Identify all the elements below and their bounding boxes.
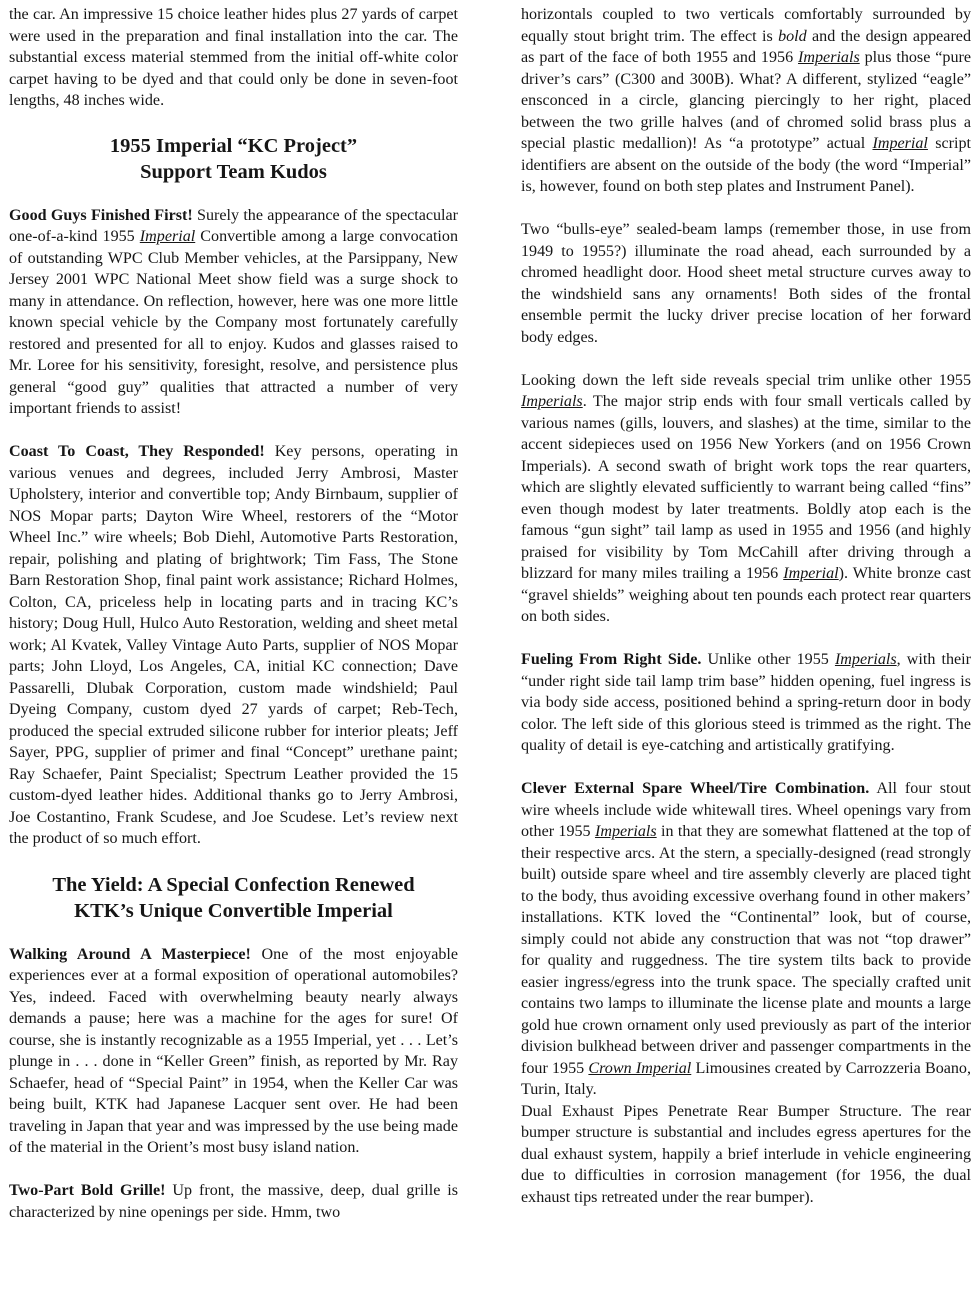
paragraph-lead: Two-Part Bold Grille! [9,1182,166,1199]
right-column [521,4,971,1208]
paragraph-lead: Clever External Spare Wheel/Tire Combination. [521,780,870,797]
imperial-term: Imperials [594,823,657,840]
paragraph-coast-to-coast [9,441,458,850]
paragraph-walking-around [9,944,458,1159]
paragraph-text: Looking down the left side reveals special trim unlike other 1955 [521,371,971,389]
paragraph-lead: Coast To Coast, They Responded! [9,443,265,460]
emphasis-text: bold [778,27,807,45]
paragraph-two-part-grille [9,1180,458,1223]
paragraph-text: . The major strip ends with four small verticals called by various names (gills, louvers, and slashes) at the time, similar to the accent sidepieces used on 1956 New Yorkers (and on 1956 Crown Imperials). A second swath of bright work tops the rear quarters, which are slightly elevated sufficiently to warrant being called “fins” even though modest by later treatments. Boldly atop each is the famous “gun sight” tail lamp as used in 1955 and 1956 (and highly praised for visibility by Tom McCahill after driving through a blizzard for many miles trailing a 1956 [521,393,971,582]
paragraph-text: plus those “pure driver’s cars” (C300 and 300B). What? A different, stylized “eagle” ensconced in a circle, glancing piercingly to her right, placed between the two grille halves (and of chromed solid brass plus a special plastic medallion)! As “a prototype” actual [521,49,971,152]
imperial-term: Imperials [521,393,583,410]
section-heading-the-yield [9,872,458,924]
imperial-term: Imperials [798,49,860,66]
paragraph-good-guys [9,205,458,420]
paragraph-text: Unlike other 1955 [701,651,835,668]
heading-line: The Yield: A Special Confection Renewed [52,873,415,896]
imperial-term: Imperial [139,228,196,245]
paragraph-dual-exhaust: Dual Exhaust Pipes Penetrate Rear Bumper Structure. The rear bumper structure is substantial and includes egress apertures for the dual exhaust system, happily a brief interlude in vehicle engineering due to difficulties in corrosion management (for 1956, the dual exhaust tips retreated under the rear bumper). [521,1102,971,1206]
heading-line: Support Team Kudos [140,160,327,183]
paragraph-fueling [521,649,971,757]
paragraph-text: Limousines created by Carrozzeria Boano, Turin, Italy. [521,1059,971,1098]
paragraph-spare-wheel [521,778,971,1101]
paragraph-left-side [521,370,971,628]
paragraph-text: Surely the appearance of the spectacular one-of-a-kind 1955 [9,206,459,245]
paragraph-text: All four stout wire wheels include wide whitewall tires. Wheel openings vary from other 1955 [521,780,972,840]
paragraph-text: One of the most enjoyable experiences ever at a formal exposition of operational automobiles? Yes, indeed. Faced with overwhelming beauty nearly always demands a pause; here was a machine for the ages for sure! Of course, she is instantly recognizable as a 1955 Imperial, yet . . . Let’s plunge in . . . done in “Keller Green” finish, as reported by Mr. Ray Schaefer, head of “Special Paint” in 1954, when the Keller Car was being built, KTK had Japanese Lacquer sent over. He had been traveling in Japan that year and was impressed by the use being made of the material in the Orient’s most busy island nation. [9,945,459,1156]
paragraph-lead: Fueling From Right Side. [521,651,702,668]
paragraph-text: in that they are somewhat flattened at the top of their respective arcs. At the stern, a specially-designed (read strongly built) outside spare wheel and tire assembly cleverly are placed tight to the body, thus avoiding excessive overhang found in other makers’ installations. KTK loved the “Continental” look, but of course, simply could not abide any construction that was not “top drawer” for quality and ruggedness. The tire system tilts back to provide easier ingress/egress into the trunk space. The specially crafted unit contains two lamps to illuminate the license plate and mounts a large gold hue crown ornament only used previously as part of the interior division bulkhead between driver and passenger compartments in the four 1955 [521,823,971,1077]
paragraph-text: ). White bronze cast “gravel shields” weighing about ten pounds each protect rear quarters on both sides. [521,565,971,625]
section-heading-support-team [9,133,458,185]
paragraph-headlamps: Two “bulls-eye” sealed-beam lamps (remember those, in use from 1949 to 1955?) illuminate the road ahead, each surrounded by a chromed headlight door. Hood sheet metal structure curves away to the windshield sans any ornaments! Both sides of the frontal ensemble permit the lucky driver precise location of her forward body edges. [521,221,971,346]
paragraph-text: script identifiers are absent on the outside of the body (the word “Imperial” is, however, found on both step plates and Instrument Panel). [521,135,971,195]
heading-line: 1955 Imperial “KC Project” [109,134,358,157]
paragraph-text: , with their “under right side tail lamp trim base” hidden opening, fuel ingress is via body side access, positioned behind a spring-return door in body color. The left side of this glorious steed is trimmed as the right. The quality of detail is eye-catching and artistically gratifying. [521,651,972,754]
paragraph-carpet: the car. An impressive 15 choice leather hides plus 27 yards of carpet were used in the preparation and final installation into the car. The substantial excess material stemmed from the initial off-white color carpet having to be dyed and that could only be done in seven-foot lengths, 48 inches wide. [9,6,458,109]
heading-line: KTK’s Unique Convertible Imperial [74,899,393,922]
imperial-term: Crown Imperial [588,1059,692,1077]
imperial-term: Imperial [783,565,839,582]
paragraph-lead: Walking Around A Masterpiece! [9,945,251,963]
imperial-term: Imperial [872,135,928,152]
paragraph-text: Up front, the massive, deep, dual grille is characterized by nine openings per side. Hmm, two [9,1182,459,1221]
paragraph-text: and the design appeared as part of the face of both 1955 and 1956 [521,27,971,66]
paragraph-text: Convertible among a large convocation of outstanding WPC Club Member vehicles, at the Parsippany, New Jersey 2001 WPC National Meet show field was a surge shock to many in attendance. On reflection, however, here was one more little known special vehicle by the Company most fortunately carefully restored and presented for all to enjoy. Kudos and glasses raised to Mr. Loree for his sensitivity, foresight, resolve, and persistence plus general “good guy” qualities that attracted a number of very important friends to assist! [9,228,458,417]
paragraph-text: Key persons, operating in various venues and degrees, included Jerry Ambrosi, Master Upholstery, interior and convertible top; Andy Birnbaum, supplier of NOS Mopar parts; Dayton Wire Wheel, restorers of the “Motor Wheel Inc.” wire wheels; Bob Diehl, Automotive Parts Restoration, repair, polishing and plating of brightwork; Tim Fass, The Stone Barn Restoration Shop, final paint work assistance; Richard Holmes, Colton, CA, priceless help in locating parts and in tracing KC’s history; Doug Hull, Hulco Auto Restoration, welding and sheet metal work; Al Kvatek, Valley Vintage Auto Parts, supplier of NOS Mopar parts; John Lloyd, Los Angeles, CA, initial KC connection; Dave Passarelli, Dlubak Corporation, custom made windshield; Paul Dyeing Company, custom dyed 27 yards of carpet; Reb-Tech, produced the special extruded silicone rubber for interior pleats; Jeff Sayer, PPG, supplier of primer and final “Concept” urethane paint; Ray Schaefer, Paint Specialist; Spectrum Leather provided the 15 custom-dyed leather hides. Additional thanks go to Jerry Ambrosi, Joe Costantino, Frank Scudese, and Joe Scudese. Let’s review next the product of so much effort. [9,443,458,847]
paragraph-lead: Good Guys Finished First! [9,206,193,224]
paragraph-grille-continued [521,4,971,198]
paragraph-text: horizontals coupled to two verticals comfortably surrounded by equally stout bright trim. The effect is [521,6,971,45]
imperial-term: Imperials [834,651,897,668]
left-column [9,4,458,1223]
